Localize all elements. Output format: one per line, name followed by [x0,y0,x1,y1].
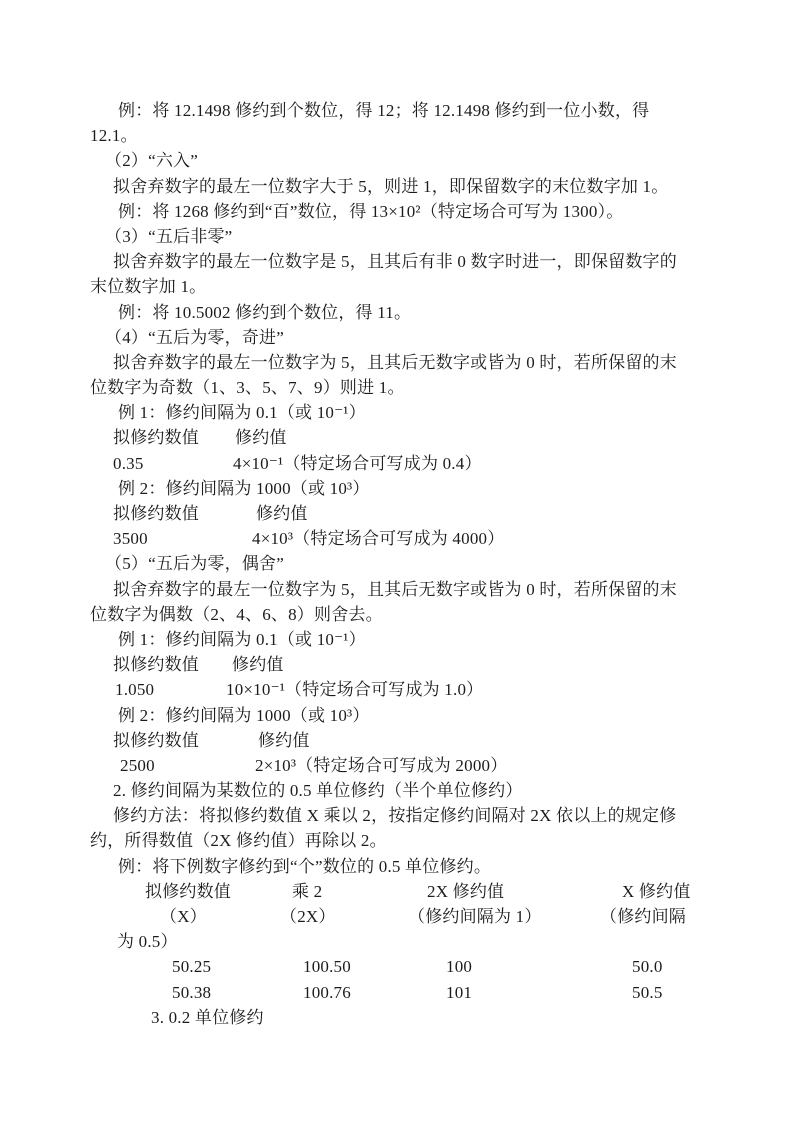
column-header: 修约值 [256,504,308,523]
example-text: 例：将下例数字修约到“个”数位的 0.5 单位修约。 [118,856,492,876]
table-cell: 100 [446,957,473,977]
table-cell: 100.76 [303,982,351,1002]
example-text: 例：将 10.5002 修约到个数位，得 11。 [118,302,412,322]
rule-heading: （3）“五后非零” [105,226,233,246]
table-cell: 4×10⁻¹（特定场合可写成为 0.4） [233,453,482,473]
column-header: 拟修约数值 [113,730,199,750]
rule-heading: （4）“五后为零，奇进” [105,327,284,347]
example-line [0,98,800,123]
table-cell: 4×10³（特定场合可写成为 4000） [252,529,505,549]
column-header: 修约值 [232,655,284,675]
rule-description: 拟舍弃数字的最左一位数字是 5，且其后有非 0 数字时进一，即保留数字的 [113,252,677,272]
continuation-text: 末位数字加 1。 [90,277,207,297]
section-heading-line [0,1005,800,1030]
table-cell: 0.35 [113,453,144,473]
table-cell: 50.0 [632,957,663,977]
rule-description-line [0,577,800,602]
column-header: 修约值 [258,730,310,750]
table-row [0,954,800,979]
rule-description-line [0,174,800,199]
example-line [0,400,800,425]
table-cell: 10×10⁻¹（特定场合可写成为 1.0） [226,680,484,700]
table-cell: 50.5 [632,982,663,1002]
column-header: 乘 2 [292,881,323,901]
column-header: 2X 修约值 [427,881,505,901]
example-text: 例：将 1268 修约到“百”数位，得 13×10²（特定场合可写为 1300）。 [118,201,624,221]
example-text: 例：将 12.1498 修约到个数位，得 12；将 12.1498 修约到一位小数，得 [118,101,650,120]
column-subheader: 为 0.5） [117,932,178,952]
column-subheader: （2X） [280,907,336,926]
rule-heading-line [0,551,800,576]
column-subheader: （修约间隔 [600,907,686,926]
example-table-row [0,677,800,702]
example-table-header-row [0,652,800,677]
example-table-header-row [0,728,800,753]
column-header: X 修约值 [622,881,691,901]
rule-description-line [0,350,800,375]
continuation-text: 12.1。 [90,126,138,146]
example-line [0,199,800,224]
example-table-header-row [0,501,800,526]
example-line [0,300,800,325]
table-header-row [0,879,800,904]
example-table-header-row [0,425,800,450]
example-table-row [0,526,800,551]
example-line [0,476,800,501]
continuation-text: 位数字为奇数（1、3、5、7、9）则进 1。 [90,378,405,398]
example-line [0,703,800,728]
table-cell: 2500 [120,755,155,775]
table-cell: 2×10³（特定场合可写成为 2000） [255,755,508,775]
column-header: 修约值 [235,428,287,448]
section-heading: 2. 修约间隔为某数位的 0.5 单位修约（半个单位修约） [113,781,523,801]
document-body [0,98,800,1030]
method-description: 修约方法：将拟修约数值 X 乘以 2，按指定修约间隔对 2X 依以上的规定修 [113,806,677,826]
method-description-line [0,803,800,828]
column-subheader: （修约间隔为 1） [408,907,542,926]
example-line [0,854,800,879]
column-header: 拟修约数值 [145,881,231,901]
rule-heading: （5）“五后为零，偶舍” [105,554,284,574]
table-subheader-wrap-line [0,929,800,954]
continuation-text: 约，所得数值（2X 修约值）再除以 2。 [90,831,387,851]
example-text: 例 1：修约间隔为 0.1（或 10⁻¹） [118,629,366,649]
rule-description: 拟舍弃数字的最左一位数字为 5，且其后无数字或皆为 0 时，若所保留的末 [113,352,677,372]
rule-heading-line [0,148,800,173]
section-heading-line [0,778,800,803]
rule-heading-line [0,325,800,350]
column-header: 拟修约数值 [113,504,199,523]
table-cell: 100.50 [303,957,351,977]
rule-heading-line [0,224,800,249]
table-cell: 50.25 [172,957,212,977]
example-text: 例 2：修约间隔为 1000（或 10³） [118,478,370,498]
continuation-line [0,375,800,400]
continuation-text: 位数字为偶数（2、4、6、8）则舍去。 [90,604,383,624]
rule-description: 拟舍弃数字的最左一位数字为 5，且其后无数字或皆为 0 时，若所保留的末 [113,579,677,599]
column-header: 拟修约数值 [113,428,199,448]
continuation-line [0,123,800,148]
table-subheader-row [0,904,800,929]
table-cell: 101 [446,982,473,1002]
rule-heading: （2）“六入” [105,151,198,171]
table-cell: 1.050 [115,680,155,700]
continuation-line [0,602,800,627]
continuation-line [0,274,800,299]
table-row [0,980,800,1005]
section-heading: 3. 0.2 单位修约 [151,1007,264,1027]
example-table-row [0,451,800,476]
table-cell: 3500 [113,529,148,549]
example-table-row [0,753,800,778]
rule-description: 拟舍弃数字的最左一位数字大于 5，则进 1，即保留数字的末位数字加 1。 [113,176,669,196]
table-cell: 50.38 [172,982,212,1002]
rule-description-line [0,249,800,274]
column-subheader: （X） [160,907,207,926]
example-text: 例 1：修约间隔为 0.1（或 10⁻¹） [118,403,366,423]
continuation-line [0,828,800,853]
column-header: 拟修约数值 [113,655,199,675]
example-text: 例 2：修约间隔为 1000（或 10³） [118,705,370,725]
example-line [0,627,800,652]
